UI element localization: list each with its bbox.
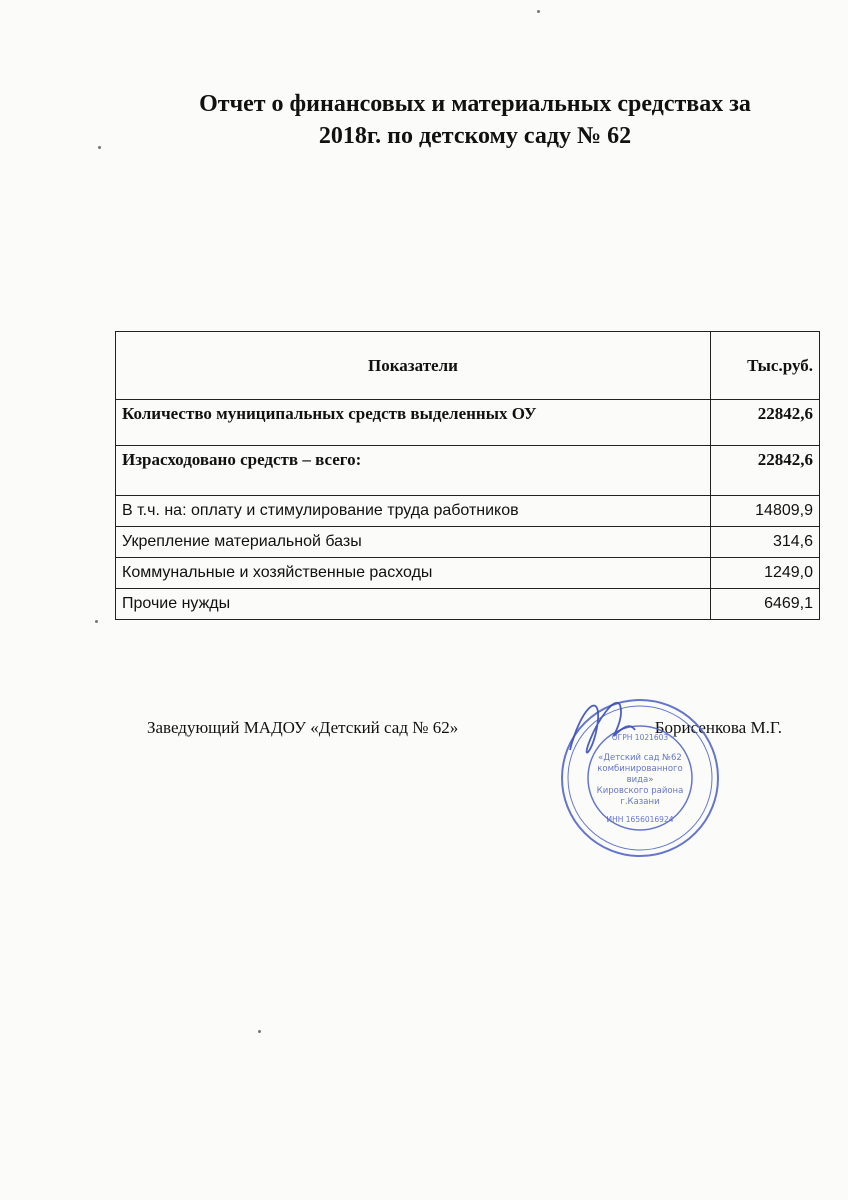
scan-speck	[537, 10, 540, 13]
title-line-1: Отчет о финансовых и материальных средствах за	[199, 91, 751, 117]
row-label: В т.ч. на: оплату и стимулирование труда работников	[116, 496, 711, 527]
table-row	[116, 558, 820, 589]
director-name: Борисенкова М.Г.	[654, 718, 782, 737]
row-label: Количество муниципальных средств выделенных ОУ	[116, 400, 711, 446]
row-label: Прочие нужды	[116, 589, 711, 620]
stamp-line-5: г.Казани	[620, 797, 660, 807]
table-row	[116, 496, 820, 527]
table-row	[116, 589, 820, 620]
row-value: 22842,6	[711, 446, 820, 496]
scan-speck	[95, 620, 98, 623]
table-row	[116, 400, 820, 446]
scan-speck	[98, 146, 101, 149]
row-value: 14809,9	[711, 496, 820, 527]
stamp-line-1: «Детский сад №62	[598, 753, 682, 763]
table-row	[116, 527, 820, 558]
header-amount: Тыс.руб.	[711, 332, 820, 400]
official-stamp	[540, 680, 730, 870]
report-title	[150, 88, 800, 152]
scan-speck	[258, 1030, 261, 1033]
table-header-row	[116, 332, 820, 400]
header-indicators: Показатели	[116, 332, 711, 400]
director-position: Заведующий МАДОУ «Детский сад № 62»	[147, 718, 459, 737]
row-value: 6469,1	[711, 589, 820, 620]
stamp-line-3: вида»	[626, 775, 654, 785]
table-row	[116, 446, 820, 496]
title-line-2: 2018г. по детскому саду № 62	[318, 123, 632, 149]
row-label: Израсходовано средств – всего:	[116, 446, 711, 496]
stamp-line-4: Кировского района	[596, 786, 684, 796]
stamp-line-2: комбинированного	[597, 764, 683, 774]
row-label: Укрепление материальной базы	[116, 527, 711, 558]
stamp-ogrn: ОГРН 1021603	[611, 733, 669, 742]
row-value: 22842,6	[711, 400, 820, 446]
finance-table	[115, 331, 820, 620]
row-value: 314,6	[711, 527, 820, 558]
row-value: 1249,0	[711, 558, 820, 589]
stamp-inn: ИНН 1656016924	[606, 815, 674, 824]
row-label: Коммунальные и хозяйственные расходы	[116, 558, 711, 589]
